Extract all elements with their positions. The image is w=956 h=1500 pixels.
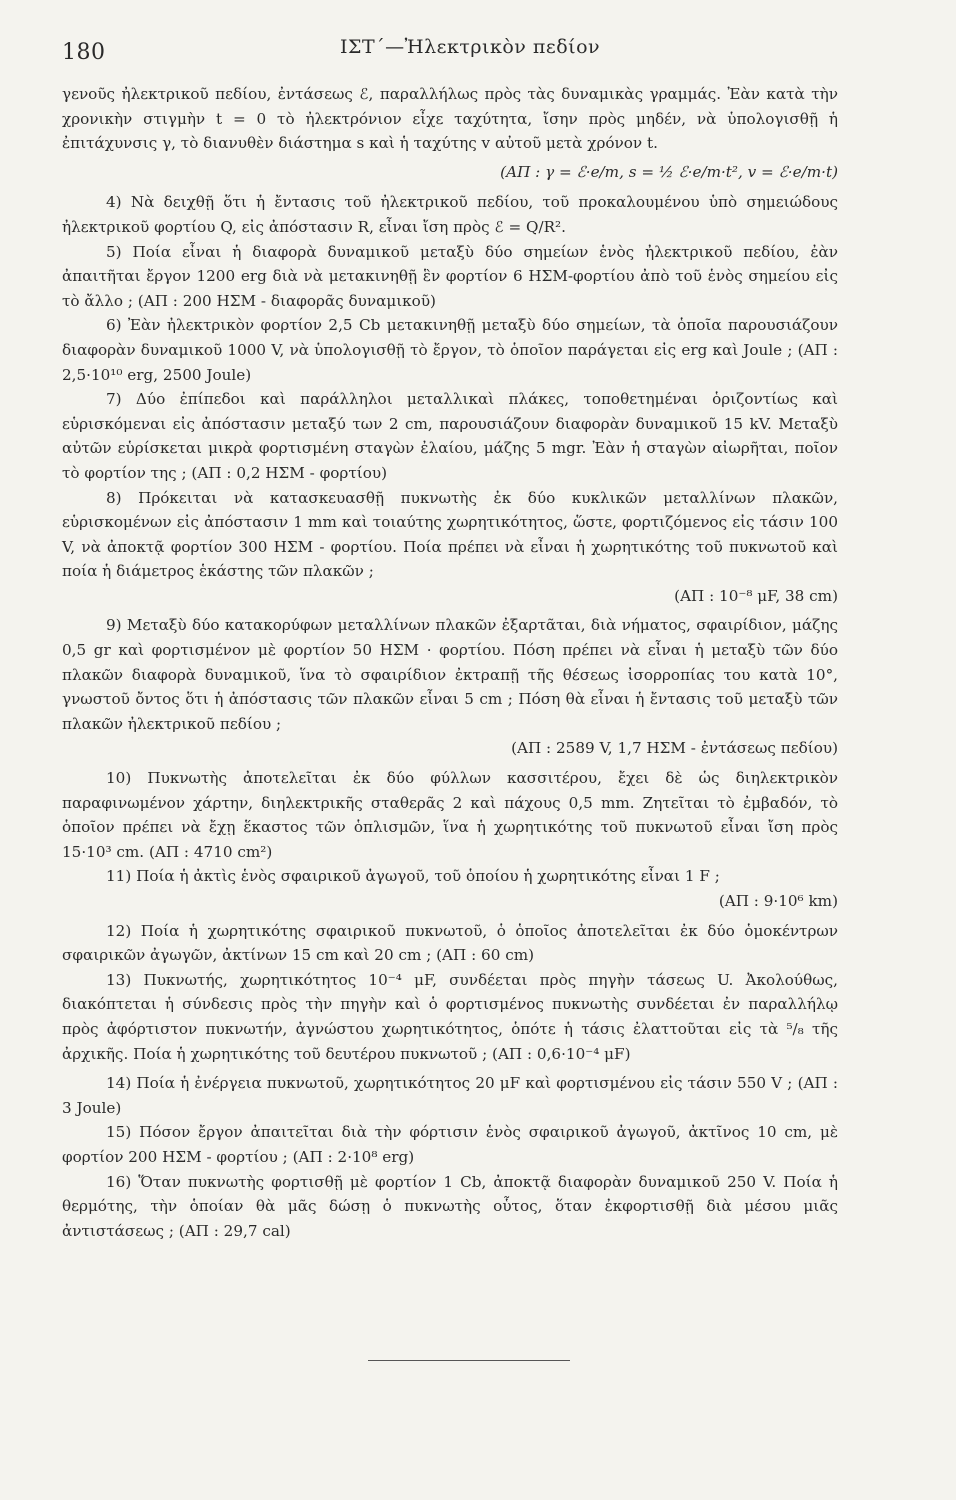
running-title: ΙΣΤ΄—Ἠλεκτρικὸν πεδίον: [340, 36, 601, 58]
answer-11: (ΑΠ : 9·10⁶ km): [718, 892, 838, 910]
footer-rule: [368, 1360, 570, 1361]
page-number: 180: [62, 40, 106, 65]
problem-14: 14) Ποία ἡ ἐνέργεια πυκνωτοῦ, χωρητικότητος 20 μF καὶ φορτισμένου εἰς τάσιν 550 V ; (ΑΠ : 3 Joule): [62, 1074, 838, 1117]
problem-4: 4) Νὰ δειχθῇ ὅτι ἡ ἔντασις τοῦ ἠλεκτρικοῦ πεδίου, τοῦ προκαλουμένου ὑπὸ σημειώδους ἠλεκτρικοῦ φορτίου Q, εἰς ἀπόστασιν R, εἶναι ἴση πρὸς ℰ = Q/R².: [62, 193, 838, 236]
answer-9: (ΑΠ : 2589 V, 1,7 ΗΣΜ - ἐντάσεως πεδίου): [511, 739, 838, 758]
answer-8: (ΑΠ : 10⁻⁸ μF, 38 cm): [674, 586, 838, 605]
problem-6: 6) Ἐὰν ἠλεκτρικὸν φορτίον 2,5 Cb μετακινηθῇ μεταξὺ δύο σημείων, τὰ ὁποῖα παρουσιάζουν διαφορὰν δυναμικοῦ 1000 V, νὰ ὑπολογισθῇ τὸ ἔργον, τὸ ὁποῖον παράγεται εἰς erg καὶ Joule ; (ΑΠ : 2,5·10¹⁰ erg, 2500 Joule): [62, 316, 838, 384]
page-header: [62, 36, 826, 70]
problem-7: 7) Δύο ἐπίπεδοι καὶ παράλληλοι μεταλλικαὶ πλάκες, τοποθετημέναι ὁριζοντίως καὶ εὑρισκόμεναι εἰς ἀπόστασιν μεταξύ των 2 cm, παρουσιάζουν διαφορὰν δυναμικοῦ 15 kV. Μεταξὺ αὐτῶν εὑρίσκεται μικρὰ φορτισμένη σταγὼν ἐλαίου, μάζης 5 mgr. Ἐὰν ἡ σταγὼν αἰωρῆται, ποῖον τὸ φορτίον της ; (ΑΠ : 0,2 ΗΣΜ - φορτίου): [62, 390, 838, 482]
problem-5: 5) Ποία εἶναι ἡ διαφορὰ δυναμικοῦ μεταξὺ δύο σημείων ἑνὸς ἠλεκτρικοῦ πεδίου, ἐὰν ἀπαιτῆται ἔργον 1200 erg διὰ νὰ μετακινηθῇ ἓν φορτίον 6 ΗΣΜ-φορτίου ἀπὸ τοῦ ἑνὸς σημείου εἰς τὸ ἄλλο ; (ΑΠ : 200 ΗΣΜ - διαφορᾶς δυναμικοῦ): [62, 242, 838, 310]
problem-9: 9) Μεταξὺ δύο κατακορύφων μεταλλίνων πλακῶν ἐξαρτᾶται, διὰ νήματος, σφαιρίδιον, μάζης 0,5 gr καὶ φορτισμένον μὲ φορτίον 50 ΗΣΜ · φορτίου. Πόση πρέπει νὰ εἶναι ἡ μεταξὺ τῶν δύο πλακῶν διαφορὰ δυναμικοῦ, ἵνα τὸ σφαιρίδιον ἐκτραπῇ τῆς θέσεως ἰσορροπίας του κατὰ 10°, γνωστοῦ ὄντος ὅτι ἡ ἀπόστασις τῶν πλακῶν εἶναι 5 cm ; Πόση θὰ εἶναι ἡ ἔντασις τοῦ μεταξὺ τῶν πλακῶν ἠλεκτρικοῦ πεδίου ;: [62, 616, 838, 733]
problem-12: 12) Ποία ἡ χωρητικότης σφαιρικοῦ πυκνωτοῦ, ὁ ὁποῖος ἀποτελεῖται ἐκ δύο ὁμοκέντρων σφαιρικῶν ἀγωγῶν, ἀκτίνων 15 cm καὶ 20 cm ; (ΑΠ : 60 cm): [62, 921, 838, 965]
problem-3-continued: γενοῦς ἠλεκτρικοῦ πεδίου, ἐντάσεως ℰ, παραλλήλως πρὸς τὰς δυναμικὰς γραμμάς. Ἐὰν κατὰ τὴν χρονικὴν στιγμὴν t = 0 τὸ ἠλεκτρόνιον εἶχε ταχύτητα, ἴσην πρὸς μηδέν, νὰ ὑπολογισθῇ ἡ ἐπιτάχυνσις γ, τὸ διανυθὲν διάστημα s καὶ ἡ ταχύτης v αὐτοῦ μετὰ χρόνον t.: [62, 85, 838, 153]
problem-10: 10) Πυκνωτὴς ἀποτελεῖται ἐκ δύο φύλλων κασσιτέρου, ἔχει δὲ ὡς διηλεκτρικὸν παραφινωμένον χάρτην, διηλεκτρικῆς σταθερᾶς 2 καὶ πάχους 0,5 mm. Ζητεῖται τὸ ἐμβαδόν, τὸ ὁποῖον πρέπει νὰ ἔχῃ ἕκαστος τῶν ὁπλισμῶν, ἵνα ἡ χωρητικότης τοῦ πυκνωτοῦ εἶναι ἴση πρὸς 15·10³ cm. (ΑΠ : 4710 cm²): [62, 769, 838, 861]
page-body: [62, 82, 838, 1243]
problem-8: 8) Πρόκειται νὰ κατασκευασθῇ πυκνωτὴς ἐκ δύο κυκλικῶν μεταλλίνων πλακῶν, εὑρισκομένων εἰς ἀπόστασιν 1 mm καὶ τοιαύτης χωρητικότητος, ὥστε, φορτιζόμενος εἰς τάσιν 100 V, νὰ ἀποκτᾷ φορτίον 300 ΗΣΜ - φορτίου. Ποία πρέπει νὰ εἶναι ἡ χωρητικότης τοῦ πυκνωτοῦ καὶ ποία ἡ διάμετρος ἑκάστης τῶν πλακῶν ;: [62, 488, 838, 581]
answer-3: (ΑΠ : γ = ℰ·e/m, s = ½ ℰ·e/m·t², v = ℰ·e/m·t): [500, 162, 838, 181]
problem-16: 16) Ὅταν πυκνωτὴς φορτισθῇ μὲ φορτίον 1 Cb, ἀποκτᾷ διαφορὰν δυναμικοῦ 250 V. Ποία ἡ θερμότης, τὴν ὁποίαν θὰ μᾶς δώσῃ ὁ πυκνωτὴς οὗτος, ὅταν ἐκφορτισθῇ διὰ μέσου μιᾶς ἀντιστάσεως ; (ΑΠ : 29,7 cal): [62, 1172, 838, 1240]
problem-13: 13) Πυκνωτής, χωρητικότητος 10⁻⁴ μF, συνδέεται πρὸς πηγὴν τάσεως U. Ἀκολούθως, διακόπτεται ἡ σύνδεσις πρὸς τὴν πηγὴν καὶ ὁ φορτισμένος πυκνωτὴς συνδέεται ἐν παραλλήλῳ πρὸς ἀφόρτιστον πυκνωτήν, ἀγνώστου χωρητικότητος, ὁπότε ἡ τάσις ἐλαττοῦται εἰς τὰ ⁵/₈ τῆς ἀρχικῆς. Ποία ἡ χωρητικότης τοῦ δευτέρου πυκνωτοῦ ; (ΑΠ : 0,6·10⁻⁴ μF): [62, 970, 838, 1063]
problem-15: 15) Πόσον ἔργον ἀπαιτεῖται διὰ τὴν φόρτισιν ἑνὸς σφαιρικοῦ ἀγωγοῦ, ἀκτῖνος 10 cm, μὲ φορτίον 200 ΗΣΜ - φορτίου ; (ΑΠ : 2·10⁸ erg): [62, 1123, 838, 1166]
problem-11: 11) Ποία ἡ ἀκτὶς ἑνὸς σφαιρικοῦ ἀγωγοῦ, τοῦ ὁποίου ἡ χωρητικότης εἶναι 1 F ;: [106, 867, 720, 886]
